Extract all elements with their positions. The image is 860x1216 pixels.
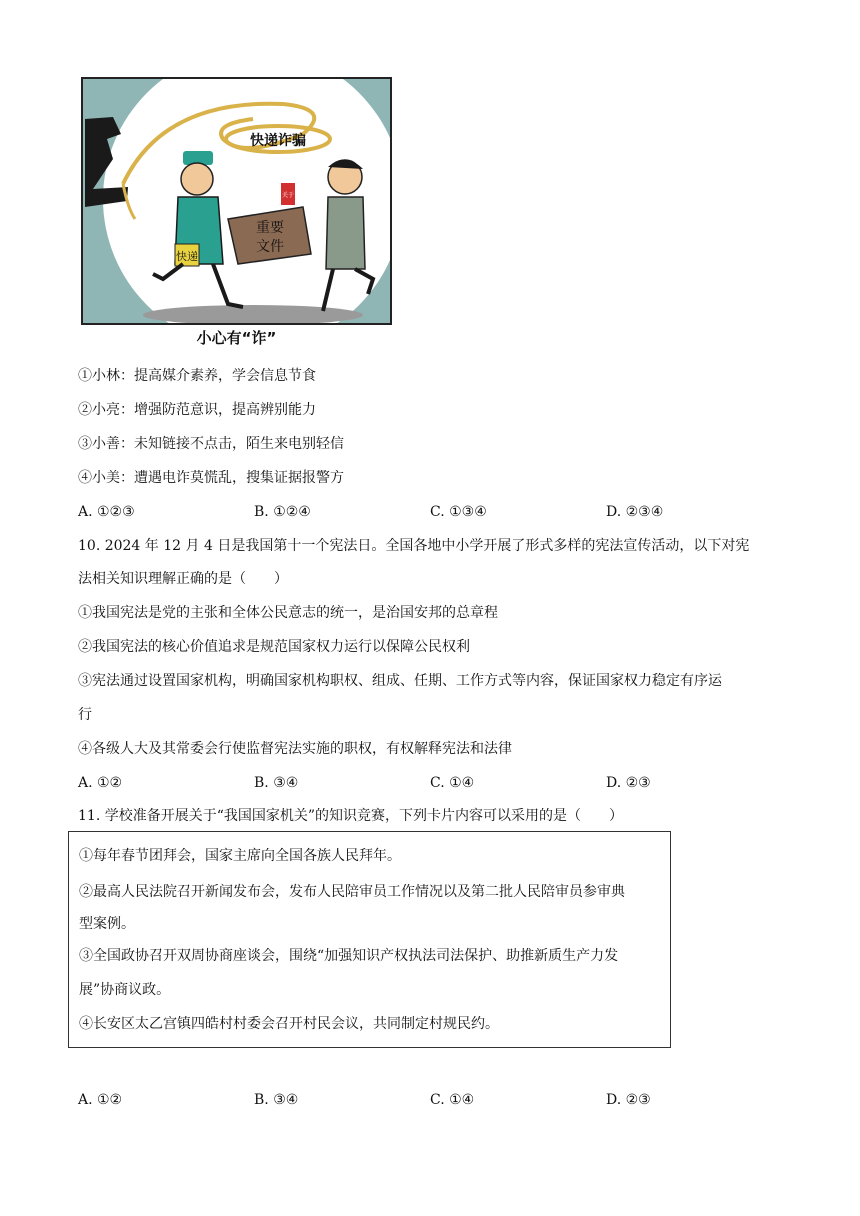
package-label-1: 重要 <box>256 220 284 236</box>
q9-option-b[interactable]: B. ①②④ <box>254 504 311 520</box>
q9-option-a[interactable]: A. ①②③ <box>78 504 135 520</box>
q10-option-c[interactable]: C. ①④ <box>430 775 475 791</box>
q11-option-d[interactable]: D. ②③ <box>606 1092 651 1108</box>
card-line-4: ③全国政协召开双周协商座谈会，围绕“加强知识产权执法司法保护、助推新质生产力发 <box>79 948 619 964</box>
card-line-3: 型案例。 <box>79 916 135 932</box>
card-line-6: ④长安区太乙宫镇四皓村村委会召开村民会议，共同制定村规民约。 <box>79 1016 499 1032</box>
q9-statement-1: ①小林：提高媒介素养，学会信息节食 <box>78 368 316 384</box>
cartoon-drawing <box>83 79 390 323</box>
q10-option-b[interactable]: B. ③④ <box>254 775 299 791</box>
q10-statement-3-cont: 行 <box>78 707 92 723</box>
card-line-1: ①每年春节团拜会，国家主席向全国各族人民拜年。 <box>79 848 401 864</box>
q9-statement-3: ③小善：未知链接不点击，陌生来电别轻信 <box>78 436 344 452</box>
q11-info-card <box>68 831 671 1048</box>
q9-option-d[interactable]: D. ②③④ <box>606 504 664 520</box>
package-label-2: 文件 <box>256 239 284 255</box>
q10-stem-line-2: 法相关知识理解正确的是（ ） <box>78 571 288 587</box>
q11-option-b[interactable]: B. ③④ <box>254 1092 299 1108</box>
q9-statement-4: ④小美：遭遇电诈莫慌乱，搜集证据报警方 <box>78 470 344 486</box>
courier-badge-label: 快递 <box>176 250 198 263</box>
q10-statement-3: ③宪法通过设置国家机构，明确国家机构职权、组成、任期、工作方式等内容，保证国家权力稳定有序运 <box>78 673 722 689</box>
q10-stem-line-1: 10. 2024 年 12 月 4 日是我国第十一个宪法日。全国各地中小学开展了形式多样的宪法宣传活动，以下对宪 <box>78 538 750 554</box>
q10-statement-4: ④各级人大及其常委会行使监督宪法实施的职权，有权解释宪法和法律 <box>78 741 512 757</box>
q10-option-d[interactable]: D. ②③ <box>606 775 651 791</box>
q10-statement-2: ②我国宪法的核心价值追求是规范国家权力运行以保障公民权利 <box>78 639 470 655</box>
cartoon-caption: 小心有“诈” <box>196 329 277 347</box>
red-envelope-label: 关于 <box>281 192 295 199</box>
receiver-body <box>326 197 365 269</box>
stamp-label: 快递诈骗 <box>250 133 306 149</box>
courier-head <box>181 163 213 195</box>
fraud-cartoon-image <box>81 77 392 325</box>
q9-option-c[interactable]: C. ①③④ <box>430 504 487 520</box>
q10-option-a[interactable]: A. ①② <box>78 775 123 791</box>
q9-statement-2: ②小亮：增强防范意识，提高辨别能力 <box>78 402 316 418</box>
q11-option-c[interactable]: C. ①④ <box>430 1092 475 1108</box>
q11-option-a[interactable]: A. ①② <box>78 1092 123 1108</box>
card-line-2: ②最高人民法院召开新闻发布会，发布人民陪审员工作情况以及第二批人民陪审员参审典 <box>79 884 625 900</box>
card-line-5: 展”协商议政。 <box>79 982 171 998</box>
q11-stem: 11. 学校准备开展关于“我国国家机关”的知识竞赛，下列卡片内容可以采用的是（ ） <box>78 808 624 824</box>
q10-statement-1: ①我国宪法是党的主张和全体公民意志的统一，是治国安邦的总章程 <box>78 605 498 621</box>
